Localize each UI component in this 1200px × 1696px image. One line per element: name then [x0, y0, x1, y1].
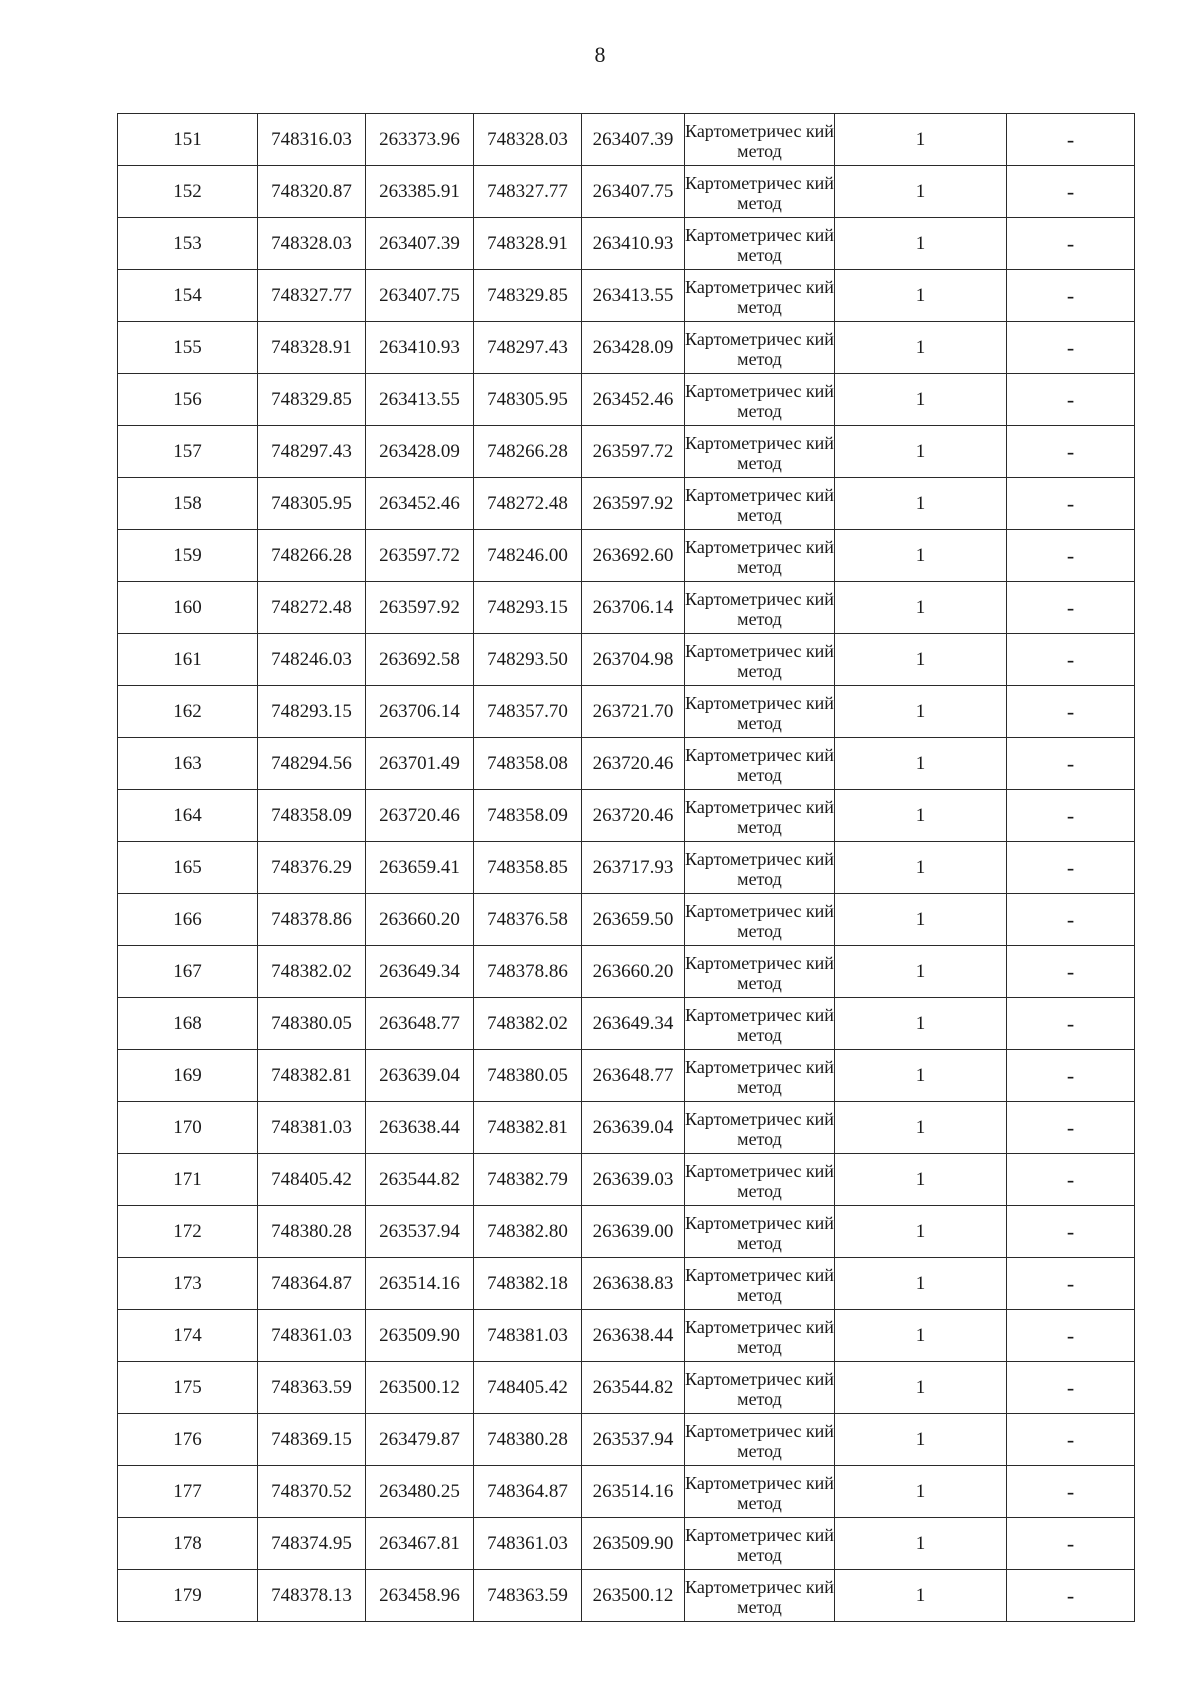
x-end-cell: 748358.85 — [474, 842, 582, 894]
x-end-cell: 748358.09 — [474, 790, 582, 842]
accuracy-cell: 1 — [835, 322, 1007, 374]
y-end-cell: 263407.75 — [582, 166, 685, 218]
point-number-cell: 153 — [118, 218, 258, 270]
y-end-cell: 263706.14 — [582, 582, 685, 634]
y-end-cell: 263720.46 — [582, 738, 685, 790]
method-cell: Картометричес кий метод — [685, 1102, 835, 1154]
x-end-cell: 748380.28 — [474, 1414, 582, 1466]
table-row — [118, 218, 1135, 270]
point-number-cell: 179 — [118, 1570, 258, 1622]
x-start-cell: 748297.43 — [258, 426, 366, 478]
note-cell: - — [1007, 166, 1135, 218]
y-end-cell: 263428.09 — [582, 322, 685, 374]
method-cell: Картометричес кий метод — [685, 894, 835, 946]
y-start-cell: 263514.16 — [366, 1258, 474, 1310]
y-start-cell: 263410.93 — [366, 322, 474, 374]
table-row — [118, 114, 1135, 166]
x-end-cell: 748382.18 — [474, 1258, 582, 1310]
note-cell: - — [1007, 1050, 1135, 1102]
table-row — [118, 1570, 1135, 1622]
x-start-cell: 748378.13 — [258, 1570, 366, 1622]
point-number-cell: 172 — [118, 1206, 258, 1258]
x-end-cell: 748364.87 — [474, 1466, 582, 1518]
accuracy-cell: 1 — [835, 738, 1007, 790]
method-cell: Картометричес кий метод — [685, 634, 835, 686]
y-start-cell: 263428.09 — [366, 426, 474, 478]
table-row — [118, 1154, 1135, 1206]
method-cell: Картометричес кий метод — [685, 166, 835, 218]
table-row — [118, 946, 1135, 998]
note-cell: - — [1007, 1362, 1135, 1414]
x-end-cell: 748382.79 — [474, 1154, 582, 1206]
table-row — [118, 374, 1135, 426]
table-row — [118, 166, 1135, 218]
method-cell: Картометричес кий метод — [685, 686, 835, 738]
point-number-cell: 170 — [118, 1102, 258, 1154]
y-start-cell: 263373.96 — [366, 114, 474, 166]
accuracy-cell: 1 — [835, 1414, 1007, 1466]
method-cell: Картометричес кий метод — [685, 1154, 835, 1206]
y-end-cell: 263638.44 — [582, 1310, 685, 1362]
y-end-cell: 263639.03 — [582, 1154, 685, 1206]
y-end-cell: 263407.39 — [582, 114, 685, 166]
method-cell: Картометричес кий метод — [685, 946, 835, 998]
accuracy-cell: 1 — [835, 426, 1007, 478]
note-cell: - — [1007, 686, 1135, 738]
x-start-cell: 748369.15 — [258, 1414, 366, 1466]
accuracy-cell: 1 — [835, 1310, 1007, 1362]
point-number-cell: 159 — [118, 530, 258, 582]
point-number-cell: 154 — [118, 270, 258, 322]
y-start-cell: 263537.94 — [366, 1206, 474, 1258]
point-number-cell: 160 — [118, 582, 258, 634]
y-end-cell: 263597.72 — [582, 426, 685, 478]
note-cell: - — [1007, 530, 1135, 582]
note-cell: - — [1007, 1466, 1135, 1518]
y-start-cell: 263407.39 — [366, 218, 474, 270]
x-start-cell: 748382.02 — [258, 946, 366, 998]
point-number-cell: 158 — [118, 478, 258, 530]
x-start-cell: 748405.42 — [258, 1154, 366, 1206]
accuracy-cell: 1 — [835, 1570, 1007, 1622]
page-number: 8 — [594, 42, 606, 67]
y-end-cell: 263537.94 — [582, 1414, 685, 1466]
y-start-cell: 263385.91 — [366, 166, 474, 218]
point-number-cell: 168 — [118, 998, 258, 1050]
y-end-cell: 263413.55 — [582, 270, 685, 322]
accuracy-cell: 1 — [835, 998, 1007, 1050]
x-end-cell: 748305.95 — [474, 374, 582, 426]
y-start-cell: 263660.20 — [366, 894, 474, 946]
y-start-cell: 263413.55 — [366, 374, 474, 426]
y-end-cell: 263509.90 — [582, 1518, 685, 1570]
method-cell: Картометричес кий метод — [685, 478, 835, 530]
point-number-cell: 156 — [118, 374, 258, 426]
x-start-cell: 748294.56 — [258, 738, 366, 790]
method-cell: Картометричес кий метод — [685, 738, 835, 790]
point-number-cell: 162 — [118, 686, 258, 738]
method-cell: Картометричес кий метод — [685, 790, 835, 842]
x-end-cell: 748380.05 — [474, 1050, 582, 1102]
accuracy-cell: 1 — [835, 842, 1007, 894]
x-end-cell: 748246.00 — [474, 530, 582, 582]
point-number-cell: 155 — [118, 322, 258, 374]
y-start-cell: 263544.82 — [366, 1154, 474, 1206]
point-number-cell: 173 — [118, 1258, 258, 1310]
y-end-cell: 263452.46 — [582, 374, 685, 426]
y-end-cell: 263721.70 — [582, 686, 685, 738]
accuracy-cell: 1 — [835, 1518, 1007, 1570]
y-start-cell: 263597.72 — [366, 530, 474, 582]
method-cell: Картометричес кий метод — [685, 322, 835, 374]
method-cell: Картометричес кий метод — [685, 582, 835, 634]
y-start-cell: 263407.75 — [366, 270, 474, 322]
y-start-cell: 263597.92 — [366, 582, 474, 634]
method-cell: Картометричес кий метод — [685, 1518, 835, 1570]
x-end-cell: 748382.80 — [474, 1206, 582, 1258]
table-row — [118, 478, 1135, 530]
x-start-cell: 748380.28 — [258, 1206, 366, 1258]
accuracy-cell: 1 — [835, 1102, 1007, 1154]
accuracy-cell: 1 — [835, 374, 1007, 426]
x-start-cell: 748246.03 — [258, 634, 366, 686]
y-end-cell: 263410.93 — [582, 218, 685, 270]
y-start-cell: 263639.04 — [366, 1050, 474, 1102]
point-number-cell: 176 — [118, 1414, 258, 1466]
note-cell: - — [1007, 1570, 1135, 1622]
note-cell: - — [1007, 1102, 1135, 1154]
x-end-cell: 748378.86 — [474, 946, 582, 998]
y-end-cell: 263659.50 — [582, 894, 685, 946]
x-start-cell: 748361.03 — [258, 1310, 366, 1362]
note-cell: - — [1007, 1310, 1135, 1362]
y-end-cell: 263692.60 — [582, 530, 685, 582]
accuracy-cell: 1 — [835, 1206, 1007, 1258]
x-start-cell: 748266.28 — [258, 530, 366, 582]
note-cell: - — [1007, 1154, 1135, 1206]
method-cell: Картометричес кий метод — [685, 1206, 835, 1258]
note-cell: - — [1007, 582, 1135, 634]
point-number-cell: 165 — [118, 842, 258, 894]
method-cell: Картометричес кий метод — [685, 842, 835, 894]
point-number-cell: 151 — [118, 114, 258, 166]
x-start-cell: 748381.03 — [258, 1102, 366, 1154]
x-start-cell: 748316.03 — [258, 114, 366, 166]
y-end-cell: 263597.92 — [582, 478, 685, 530]
x-start-cell: 748328.91 — [258, 322, 366, 374]
note-cell: - — [1007, 790, 1135, 842]
x-end-cell: 748266.28 — [474, 426, 582, 478]
method-cell: Картометричес кий метод — [685, 218, 835, 270]
accuracy-cell: 1 — [835, 634, 1007, 686]
x-end-cell: 748363.59 — [474, 1570, 582, 1622]
accuracy-cell: 1 — [835, 894, 1007, 946]
note-cell: - — [1007, 1414, 1135, 1466]
x-start-cell: 748364.87 — [258, 1258, 366, 1310]
accuracy-cell: 1 — [835, 1258, 1007, 1310]
note-cell: - — [1007, 634, 1135, 686]
table-row — [118, 790, 1135, 842]
method-cell: Картометричес кий метод — [685, 530, 835, 582]
method-cell: Картометричес кий метод — [685, 998, 835, 1050]
method-cell: Картометричес кий метод — [685, 114, 835, 166]
y-start-cell: 263458.96 — [366, 1570, 474, 1622]
y-start-cell: 263480.25 — [366, 1466, 474, 1518]
accuracy-cell: 1 — [835, 946, 1007, 998]
x-start-cell: 748328.03 — [258, 218, 366, 270]
accuracy-cell: 1 — [835, 530, 1007, 582]
x-start-cell: 748305.95 — [258, 478, 366, 530]
point-number-cell: 169 — [118, 1050, 258, 1102]
y-start-cell: 263659.41 — [366, 842, 474, 894]
accuracy-cell: 1 — [835, 1154, 1007, 1206]
method-cell: Картометричес кий метод — [685, 1258, 835, 1310]
point-number-cell: 178 — [118, 1518, 258, 1570]
y-end-cell: 263639.00 — [582, 1206, 685, 1258]
y-end-cell: 263717.93 — [582, 842, 685, 894]
x-end-cell: 748381.03 — [474, 1310, 582, 1362]
x-end-cell: 748382.81 — [474, 1102, 582, 1154]
x-end-cell: 748361.03 — [474, 1518, 582, 1570]
table-row — [118, 270, 1135, 322]
table-row — [118, 530, 1135, 582]
coordinates-table — [117, 113, 1135, 1622]
table-row — [118, 322, 1135, 374]
method-cell: Картометричес кий метод — [685, 1570, 835, 1622]
y-start-cell: 263479.87 — [366, 1414, 474, 1466]
table-row — [118, 1466, 1135, 1518]
note-cell: - — [1007, 946, 1135, 998]
x-end-cell: 748357.70 — [474, 686, 582, 738]
point-number-cell: 174 — [118, 1310, 258, 1362]
x-end-cell: 748376.58 — [474, 894, 582, 946]
table-row — [118, 426, 1135, 478]
x-start-cell: 748329.85 — [258, 374, 366, 426]
y-start-cell: 263649.34 — [366, 946, 474, 998]
table-row — [118, 738, 1135, 790]
x-start-cell: 748370.52 — [258, 1466, 366, 1518]
accuracy-cell: 1 — [835, 218, 1007, 270]
note-cell: - — [1007, 842, 1135, 894]
x-start-cell: 748327.77 — [258, 270, 366, 322]
y-start-cell: 263701.49 — [366, 738, 474, 790]
x-start-cell: 748382.81 — [258, 1050, 366, 1102]
x-end-cell: 748382.02 — [474, 998, 582, 1050]
y-start-cell: 263500.12 — [366, 1362, 474, 1414]
point-number-cell: 164 — [118, 790, 258, 842]
accuracy-cell: 1 — [835, 1050, 1007, 1102]
x-end-cell: 748297.43 — [474, 322, 582, 374]
y-start-cell: 263509.90 — [366, 1310, 474, 1362]
note-cell: - — [1007, 998, 1135, 1050]
table-row — [118, 686, 1135, 738]
table-row — [118, 1310, 1135, 1362]
table-row — [118, 1206, 1135, 1258]
point-number-cell: 166 — [118, 894, 258, 946]
method-cell: Картометричес кий метод — [685, 426, 835, 478]
note-cell: - — [1007, 478, 1135, 530]
accuracy-cell: 1 — [835, 166, 1007, 218]
accuracy-cell: 1 — [835, 1466, 1007, 1518]
x-start-cell: 748363.59 — [258, 1362, 366, 1414]
y-start-cell: 263467.81 — [366, 1518, 474, 1570]
x-start-cell: 748293.15 — [258, 686, 366, 738]
point-number-cell: 163 — [118, 738, 258, 790]
point-number-cell: 157 — [118, 426, 258, 478]
x-start-cell: 748380.05 — [258, 998, 366, 1050]
note-cell: - — [1007, 1518, 1135, 1570]
point-number-cell: 152 — [118, 166, 258, 218]
x-end-cell: 748405.42 — [474, 1362, 582, 1414]
y-start-cell: 263720.46 — [366, 790, 474, 842]
table-row — [118, 1518, 1135, 1570]
x-start-cell: 748376.29 — [258, 842, 366, 894]
point-number-cell: 175 — [118, 1362, 258, 1414]
x-start-cell: 748272.48 — [258, 582, 366, 634]
table-row — [118, 1102, 1135, 1154]
note-cell: - — [1007, 1258, 1135, 1310]
method-cell: Картометричес кий метод — [685, 270, 835, 322]
table-row — [118, 1362, 1135, 1414]
x-start-cell: 748358.09 — [258, 790, 366, 842]
point-number-cell: 167 — [118, 946, 258, 998]
y-start-cell: 263452.46 — [366, 478, 474, 530]
accuracy-cell: 1 — [835, 1362, 1007, 1414]
x-start-cell: 748320.87 — [258, 166, 366, 218]
table-row — [118, 894, 1135, 946]
x-end-cell: 748329.85 — [474, 270, 582, 322]
method-cell: Картометричес кий метод — [685, 1466, 835, 1518]
accuracy-cell: 1 — [835, 270, 1007, 322]
y-end-cell: 263500.12 — [582, 1570, 685, 1622]
method-cell: Картометричес кий метод — [685, 1414, 835, 1466]
note-cell: - — [1007, 218, 1135, 270]
note-cell: - — [1007, 894, 1135, 946]
table-row — [118, 582, 1135, 634]
note-cell: - — [1007, 322, 1135, 374]
y-end-cell: 263639.04 — [582, 1102, 685, 1154]
table-row — [118, 634, 1135, 686]
accuracy-cell: 1 — [835, 790, 1007, 842]
table-body — [118, 114, 1135, 1622]
note-cell: - — [1007, 426, 1135, 478]
y-end-cell: 263638.83 — [582, 1258, 685, 1310]
method-cell: Картометричес кий метод — [685, 374, 835, 426]
x-end-cell: 748358.08 — [474, 738, 582, 790]
point-number-cell: 161 — [118, 634, 258, 686]
method-cell: Картометричес кий метод — [685, 1362, 835, 1414]
table-row — [118, 1050, 1135, 1102]
table-row — [118, 1414, 1135, 1466]
y-start-cell: 263692.58 — [366, 634, 474, 686]
table-row — [118, 842, 1135, 894]
y-end-cell: 263660.20 — [582, 946, 685, 998]
note-cell: - — [1007, 1206, 1135, 1258]
x-end-cell: 748272.48 — [474, 478, 582, 530]
y-end-cell: 263648.77 — [582, 1050, 685, 1102]
note-cell: - — [1007, 374, 1135, 426]
accuracy-cell: 1 — [835, 582, 1007, 634]
y-end-cell: 263720.46 — [582, 790, 685, 842]
y-start-cell: 263648.77 — [366, 998, 474, 1050]
y-end-cell: 263704.98 — [582, 634, 685, 686]
table-row — [118, 1258, 1135, 1310]
point-number-cell: 177 — [118, 1466, 258, 1518]
note-cell: - — [1007, 270, 1135, 322]
y-end-cell: 263514.16 — [582, 1466, 685, 1518]
y-start-cell: 263638.44 — [366, 1102, 474, 1154]
accuracy-cell: 1 — [835, 478, 1007, 530]
point-number-cell: 171 — [118, 1154, 258, 1206]
accuracy-cell: 1 — [835, 686, 1007, 738]
note-cell: - — [1007, 114, 1135, 166]
x-end-cell: 748327.77 — [474, 166, 582, 218]
note-cell: - — [1007, 738, 1135, 790]
method-cell: Картометричес кий метод — [685, 1310, 835, 1362]
x-end-cell: 748293.15 — [474, 582, 582, 634]
method-cell: Картометричес кий метод — [685, 1050, 835, 1102]
accuracy-cell: 1 — [835, 114, 1007, 166]
y-end-cell: 263544.82 — [582, 1362, 685, 1414]
x-end-cell: 748293.50 — [474, 634, 582, 686]
x-end-cell: 748328.91 — [474, 218, 582, 270]
x-start-cell: 748374.95 — [258, 1518, 366, 1570]
x-end-cell: 748328.03 — [474, 114, 582, 166]
y-start-cell: 263706.14 — [366, 686, 474, 738]
y-end-cell: 263649.34 — [582, 998, 685, 1050]
x-start-cell: 748378.86 — [258, 894, 366, 946]
table-row — [118, 998, 1135, 1050]
